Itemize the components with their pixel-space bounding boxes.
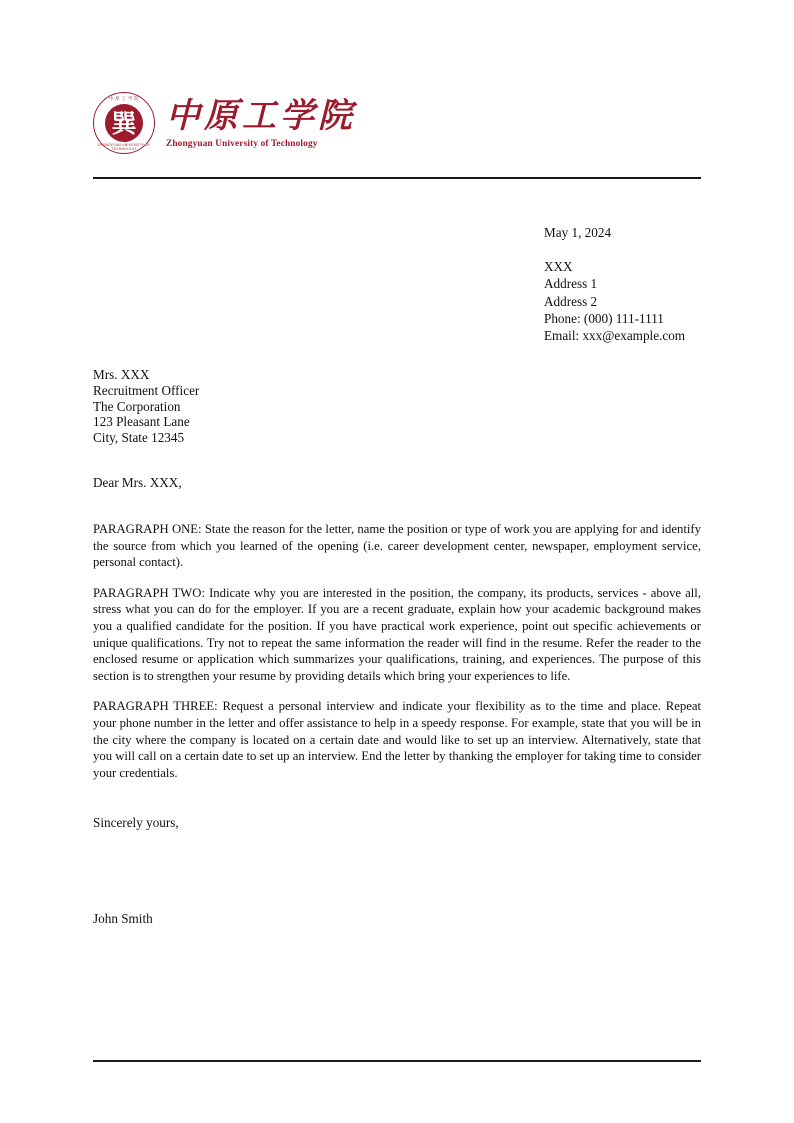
letter-body xyxy=(93,521,701,781)
footer-divider xyxy=(93,1060,701,1062)
header-divider xyxy=(93,177,701,179)
university-name-english: Zhongyuan University of Technology xyxy=(166,139,318,150)
sender-line: XXX xyxy=(544,259,573,275)
recipient-block xyxy=(93,367,199,446)
seal-arc-bottom-text: ZHONGYUAN UNIVERSITY OF TECHNOLOGY xyxy=(97,143,151,151)
university-seal-icon xyxy=(93,92,155,154)
recipient-line: The Corporation xyxy=(93,398,181,414)
letterhead xyxy=(93,92,356,154)
recipient-line: City, State 12345 xyxy=(93,430,185,446)
sender-phone: Phone: (000) 111-1111 xyxy=(544,310,664,326)
letter-date: May 1, 2024 xyxy=(544,225,612,240)
sender-line: Address 1 xyxy=(544,276,598,292)
recipient-line: Mrs. XXX xyxy=(93,367,150,382)
body-paragraph-three: PARAGRAPH THREE: Request a personal interview and indicate your flexibility as to the time and place. Repeat your phone number in the letter and offer assistance to help in a speedy response. For example, state that you will be in the city where the company is located on a certain date and would like to set up an interview. Alternatively, state that you will call on a certain date to set up an interview. End the letter by thanking the employer for taking time to consider your credentials. xyxy=(93,699,701,780)
recipient-line: Recruitment Officer xyxy=(93,382,200,398)
recipient-line: 123 Pleasant Lane xyxy=(93,414,190,430)
seal-arc-top-text: 中 原 工 学 院 xyxy=(109,96,139,102)
body-paragraph-one: PARAGRAPH ONE: State the reason for the letter, name the position or type of work you are applying for and identify the source from which you learned of the opening (i.e. career development center, newspaper, employment service, personal contact). xyxy=(93,522,701,570)
seal-center-glyph: 巽 xyxy=(111,108,137,138)
salutation: Dear Mrs. XXX, xyxy=(93,475,182,490)
university-wordmark xyxy=(166,97,356,149)
sender-line: Address 2 xyxy=(544,293,598,309)
sender-email: Email: xxx@example.com xyxy=(544,328,686,344)
university-name-chinese: 中原工学院 xyxy=(166,95,356,136)
body-paragraph-two: PARAGRAPH TWO: Indicate why you are interested in the position, the company, its products, services - above all, stress what you can do for the employer. If you are a recent graduate, explain how your academic background makes you a qualified candidate for the position. If you have practical work experience, point out specific achievements or unique qualifications. Try not to repeat the same information the reader will find in the resume. Refer the reader to the enclosed resume or application which summarizes your qualifications, training, and experiences. The purpose of this section is to strengthen your resume by providing details which bring your experiences to life. xyxy=(93,585,701,683)
sender-block xyxy=(544,224,704,344)
closing-phrase: Sincerely yours, xyxy=(93,815,179,830)
signature-name: John Smith xyxy=(93,911,153,926)
